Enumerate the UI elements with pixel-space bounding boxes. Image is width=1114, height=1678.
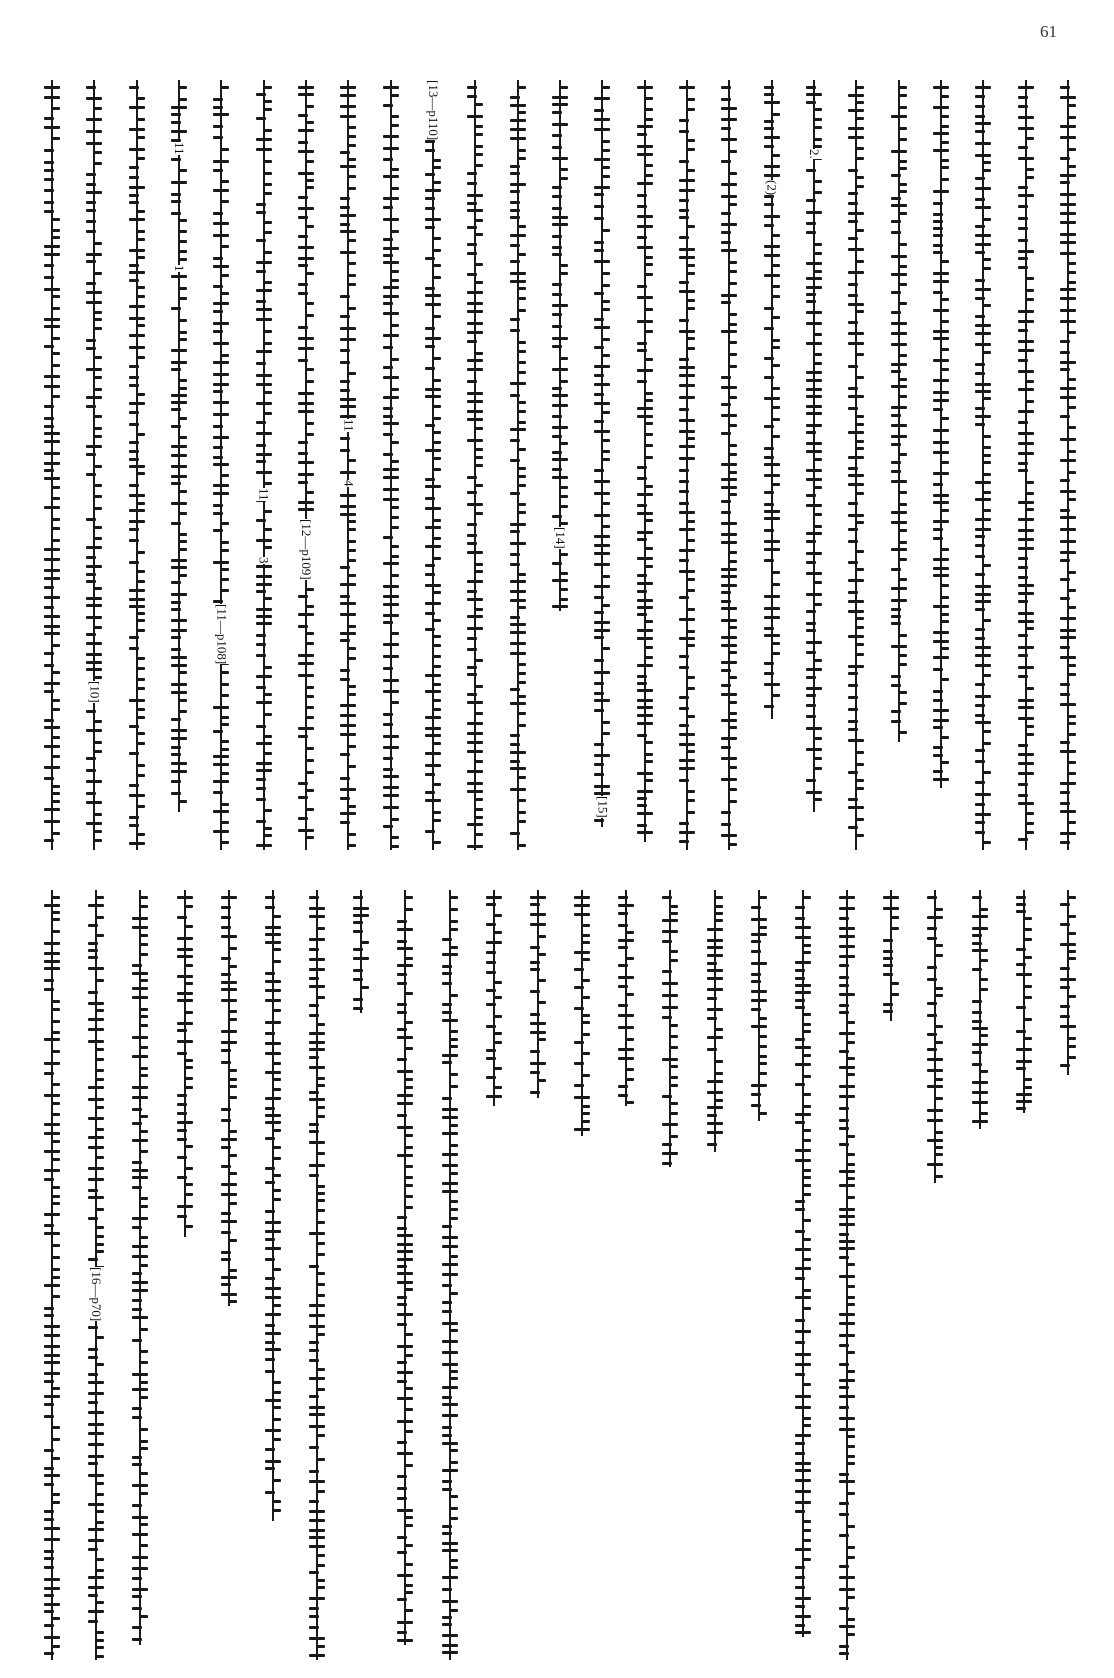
lower-text-line xyxy=(747,890,771,1660)
lower-text-line xyxy=(40,890,64,1660)
lower-text-line xyxy=(1056,890,1080,1660)
lower-text-line xyxy=(791,890,815,1660)
upper-text-line xyxy=(82,80,106,850)
lower-text-line xyxy=(84,890,108,1660)
lower-text-line xyxy=(968,890,992,1660)
upper-text-line xyxy=(802,80,826,850)
upper-text-line xyxy=(929,80,953,850)
page-number: 61 xyxy=(1040,22,1057,41)
lower-text-line xyxy=(173,890,197,1660)
lower-text-line xyxy=(128,890,152,1660)
upper-text-line xyxy=(167,80,191,850)
lower-text-line xyxy=(349,890,373,1660)
lower-text-line xyxy=(526,890,550,1660)
upper-text-line xyxy=(252,80,276,850)
lower-text-line xyxy=(703,890,727,1660)
upper-text-line xyxy=(1056,80,1080,850)
lower-text-line xyxy=(217,890,241,1660)
inline-reference: [11—p108] xyxy=(209,604,233,664)
inline-reference: 11 xyxy=(252,488,276,501)
upper-text-line xyxy=(675,80,699,850)
upper-text-block xyxy=(40,80,1080,850)
inline-reference: 1 xyxy=(167,265,191,272)
upper-text-line xyxy=(1014,80,1038,850)
lower-text-line xyxy=(923,890,947,1660)
upper-text-line xyxy=(717,80,741,850)
lower-text-line xyxy=(658,890,682,1660)
inline-reference: [16—p70] xyxy=(84,1267,108,1321)
lower-text-line xyxy=(261,890,285,1660)
upper-text-line xyxy=(421,80,445,850)
upper-text-line xyxy=(590,80,614,850)
upper-text-line xyxy=(209,80,233,850)
upper-text-line xyxy=(294,80,318,850)
inline-reference: [15] xyxy=(590,796,614,818)
inline-reference: 11 xyxy=(167,142,191,155)
upper-text-line xyxy=(548,80,572,850)
lower-text-line xyxy=(1012,890,1036,1660)
lower-text-line xyxy=(879,890,903,1660)
upper-text-line xyxy=(336,80,360,850)
lower-text-line xyxy=(570,890,594,1660)
upper-text-line xyxy=(760,80,784,850)
upper-text-line xyxy=(40,80,64,850)
inline-reference: 4 xyxy=(336,480,360,487)
upper-text-line xyxy=(379,80,403,850)
lower-text-line xyxy=(438,890,462,1660)
lower-text-line xyxy=(614,890,638,1660)
inline-reference: [13—p110] xyxy=(421,80,445,140)
inline-reference: [10] xyxy=(82,681,106,703)
upper-text-line xyxy=(971,80,995,850)
upper-text-line xyxy=(125,80,149,850)
upper-text-line xyxy=(887,80,911,850)
inline-reference: [14] xyxy=(548,527,572,549)
lower-text-line xyxy=(305,890,329,1660)
upper-text-line xyxy=(506,80,530,850)
inline-reference: (2) xyxy=(760,180,784,195)
inline-reference: 2. xyxy=(802,149,826,159)
upper-text-line xyxy=(633,80,657,850)
lower-text-line xyxy=(393,890,417,1660)
lower-text-line xyxy=(835,890,859,1660)
lower-text-line xyxy=(482,890,506,1660)
inline-reference: 3 xyxy=(252,557,276,564)
inline-reference: 11 xyxy=(336,419,360,432)
upper-text-line xyxy=(463,80,487,850)
lower-text-block xyxy=(40,890,1080,1660)
upper-text-line xyxy=(844,80,868,850)
inline-reference: [12—p109] xyxy=(294,519,318,580)
